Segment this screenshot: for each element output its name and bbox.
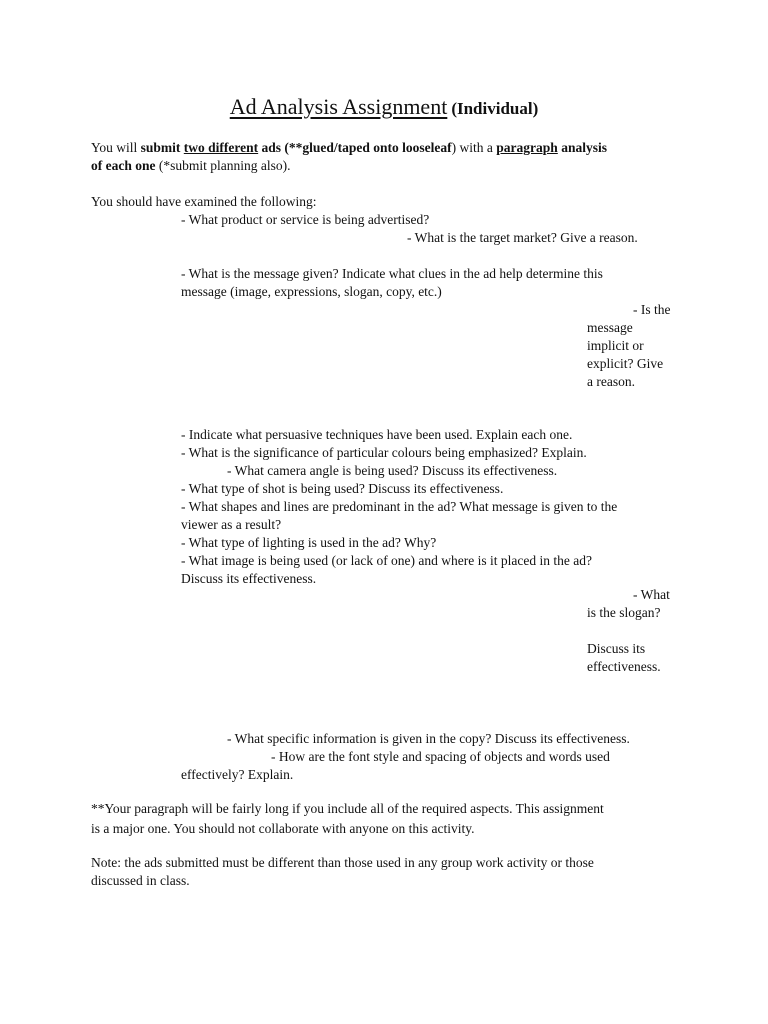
- note-line-1: Note: the ads submitted must be different than those used in any group work activity or those: [91, 855, 594, 870]
- paragraph-note-line-1: **Your paragraph will be fairly long if you include all of the required aspects. This assignment: [91, 801, 604, 816]
- question-implicit-line-5: a reason.: [587, 374, 635, 389]
- question-shot: - What type of shot is being used? Discuss its effectiveness.: [181, 481, 504, 496]
- question-implicit-line-1: - Is the: [633, 302, 671, 317]
- question-image-line-1: - What image is being used (or lack of one) and where is it placed in the ad?: [181, 553, 592, 568]
- question-image-line-2: Discuss its effectiveness.: [181, 571, 317, 586]
- question-product: - What product or service is being advertised?: [181, 212, 430, 227]
- question-message-line-2: message (image, expressions, slogan, copy, etc.): [181, 284, 442, 299]
- question-message-line-1: - What is the message given? Indicate what clues in the ad help determine this: [181, 266, 603, 281]
- question-slogan-line-1: - What: [633, 587, 670, 602]
- lead-text: You should have examined the following:: [91, 194, 317, 209]
- question-slogan-line-3: Discuss its: [587, 641, 646, 656]
- page-title: [0, 94, 768, 120]
- question-implicit-line-2: message: [587, 320, 633, 335]
- question-shapes-line-1: - What shapes and lines are predominant in the ad? What message is given to the: [181, 499, 618, 514]
- question-font-line-2: effectively? Explain.: [181, 767, 294, 782]
- question-persuasive: - Indicate what persuasive techniques have been used. Explain each one.: [181, 427, 573, 442]
- question-font-line-1: - How are the font style and spacing of objects and words used: [271, 749, 610, 764]
- intro-line-2: of each one (*submit planning also).: [91, 158, 291, 173]
- question-target: - What is the target market? Give a reason.: [407, 230, 638, 245]
- question-slogan-line-2: is the slogan?: [587, 605, 661, 620]
- paragraph-note-line-2: is a major one. You should not collaborate with anyone on this activity.: [91, 821, 475, 836]
- question-implicit-line-4: explicit? Give: [587, 356, 664, 371]
- question-copy: - What specific information is given in the copy? Discuss its effectiveness.: [227, 731, 630, 746]
- note-line-2: discussed in class.: [91, 873, 190, 888]
- question-lighting: - What type of lighting is used in the ad? Why?: [181, 535, 437, 550]
- question-camera: - What camera angle is being used? Discuss its effectiveness.: [227, 463, 558, 478]
- title-text: Ad Analysis Assignment: [229, 94, 448, 119]
- title-suffix: (Individual): [451, 99, 539, 118]
- question-colours: - What is the significance of particular colours being emphasized? Explain.: [181, 445, 587, 460]
- question-implicit-line-3: implicit or: [587, 338, 644, 353]
- intro-line-1: You will submit two different ads (**glued/taped onto looseleaf) with a paragraph analysis: [91, 140, 607, 155]
- question-shapes-line-2: viewer as a result?: [181, 517, 282, 532]
- question-slogan-line-4: effectiveness.: [587, 659, 661, 674]
